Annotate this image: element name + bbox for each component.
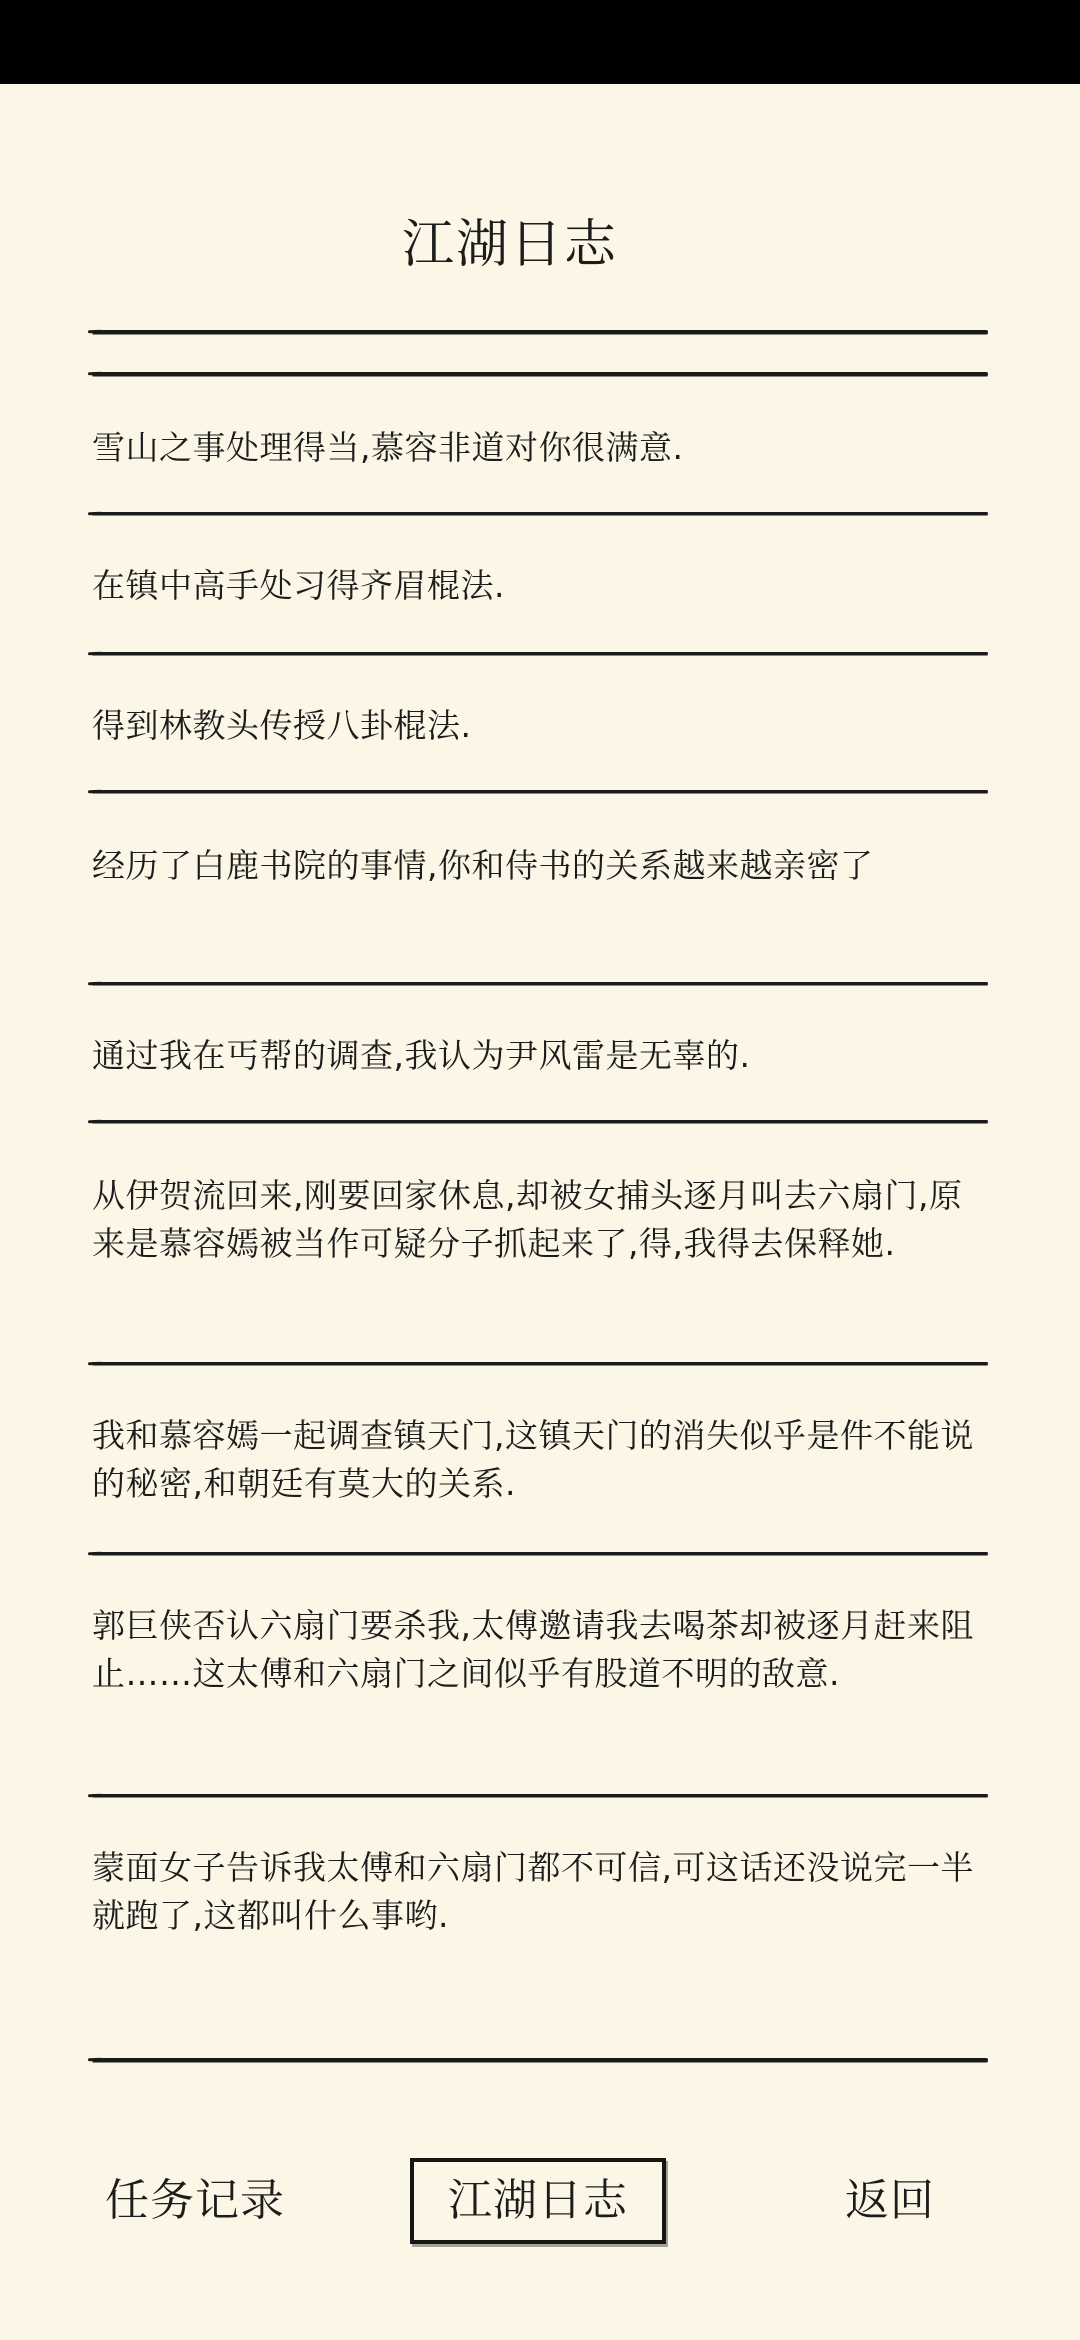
divider bbox=[92, 330, 988, 334]
journal-entry: 通过我在丐帮的调查,我认为尹风雷是无辜的. bbox=[92, 1036, 751, 1075]
status-bar bbox=[0, 0, 1080, 84]
divider bbox=[92, 372, 988, 376]
task-records-tab[interactable]: 任务记录 bbox=[105, 2175, 285, 2226]
divider bbox=[92, 1552, 988, 1555]
journal-entry: 雪山之事处理得当,慕容非道对你很满意. bbox=[92, 428, 684, 467]
journal-entry: 经历了白鹿书院的事情,你和侍书的关系越来越亲密了 bbox=[92, 846, 874, 885]
divider bbox=[92, 1362, 988, 1365]
divider bbox=[92, 1120, 988, 1123]
journal-entry: 我和慕容嫣一起调查镇天门,这镇天门的消失似乎是件不能说的秘密,和朝廷有莫大的关系. bbox=[92, 1416, 974, 1503]
divider bbox=[92, 982, 988, 985]
journal-entry: 蒙面女子告诉我太傅和六扇门都不可信,可这话还没说完一半就跑了,这都叫什么事哟. bbox=[92, 1848, 974, 1935]
divider bbox=[92, 652, 988, 655]
journal-entry: 得到林教头传授八卦棍法. bbox=[92, 706, 472, 745]
page-title: 江湖日志 bbox=[401, 215, 618, 275]
divider bbox=[92, 512, 988, 515]
jianghu-journal-tab[interactable]: 江湖日志 bbox=[410, 2158, 666, 2244]
divider bbox=[92, 790, 988, 793]
divider bbox=[92, 1794, 988, 1797]
back-button[interactable]: 返回 bbox=[845, 2175, 935, 2226]
journal-entry: 在镇中高手处习得齐眉棍法. bbox=[92, 566, 505, 605]
journal-entry: 从伊贺流回来,刚要回家休息,却被女捕头逐月叫去六扇门,原来是慕容嫣被当作可疑分子抓起来了,得,我得去保释她. bbox=[92, 1176, 963, 1263]
journal-entry: 郭巨侠否认六扇门要杀我,太傅邀请我去喝茶却被逐月赶来阻止……这太傅和六扇门之间似乎有股道不明的敌意. bbox=[92, 1606, 974, 1693]
divider bbox=[92, 2058, 988, 2062]
